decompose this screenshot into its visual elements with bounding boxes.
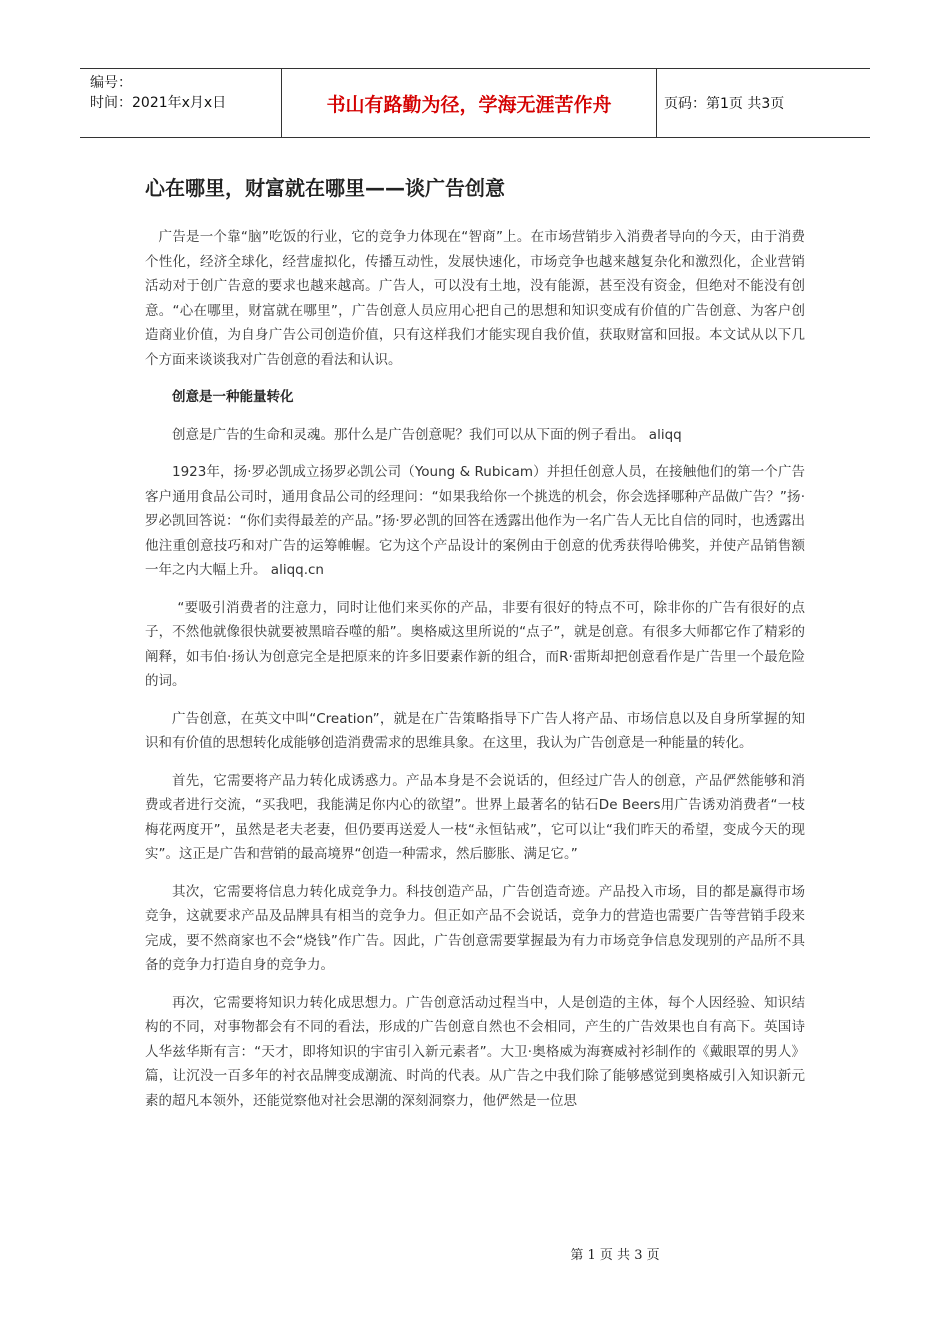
article-body (145, 225, 805, 1126)
article-title: 心在哪里，财富就在哪里——谈广告创意 (145, 176, 505, 200)
section-heading: 创意是一种能量转化 (172, 389, 294, 405)
intro-paragraph: 广告是一个靠“脑”吃饭的行业，它的竞争力体现在“智商”上。在市场营销步入消费者导向的今天，由于消费个性化，经济全球化，经营虚拟化，传播互动性，发展快速化，市场竞争也越来越复杂化和激烈化，企业营销活动对于创广告意的要求也越来越高。广告人，可以没有土地，没有能源，甚至没有资金，但绝对不能没有创意。“心在哪里，财富就在哪里”，广告创意人员应用心把自己的思想和知识变成有价值的广告创意、为客户创造商业价值，为自身广告公司创造价值，只有这样我们才能实现自我价值，获取财富和回报。本文试从以下几个方面来谈谈我对广告创意的看法和认识。 (145, 229, 805, 368)
body-paragraph: 再次，它需要将知识力转化成思想力。广告创意活动过程当中，人是创造的主体，每个人因经验、知识结构的不同，对事物都会有不同的看法，形成的广告创意自然也不会相同，产生的广告效果也自有高下。英国诗人华兹华斯有言：“天才，即将知识的宇宙引入新元素者”。大卫·奥格威为海赛威衬衫制作的《戴眼罩的男人》篇，让沉没一百多年的衬衣品牌变成潮流、时尚的代表。从广告之中我们除了能够感觉到奥格威引入知识新元素的超凡本领外，还能觉察他对社会思潮的深刻洞察力，他俨然是一位思 (145, 994, 805, 1109)
header-divider (656, 69, 657, 137)
body-paragraph: “要吸引消费者的注意力，同时让他们来买你的产品，非要有很好的特点不可，除非你的广告有很好的点子，不然他就像很快就要被黑暗吞噬的船”。奥格威这里所说的“点子”，就是创意。有很多大师都它作了精彩的阐释，如韦伯·扬认为创意完全是把原来的许多旧要素作新的组合，而R·雷斯却把创意看作是广告里一个最危险的词。 (145, 599, 805, 689)
body-paragraph: 首先，它需要将产品力转化成诱惑力。产品本身是不会说话的，但经过广告人的创意，产品俨然能够和消费或者进行交流，“买我吧，我能满足你内心的欲望”。世界上最著名的钻石De Beers用广告诱劝消费者“一枝梅花两度开”，虽然是老夫老妻，但仍要再送爱人一枝“永恒钻戒”，它可以让“我们昨天的希望，变成今天的现实”。这正是广告和营销的最高境界“创造一种需求，然后膨胀、满足它。” (145, 772, 805, 862)
header-meta (90, 73, 280, 113)
body-paragraph: 广告创意，在英文中叫“Creation”，就是在广告策略指导下广告人将产品、市场信息以及自身所掌握的知识和有价值的思想转化成能够创造消费需求的思维具象。在这里，我认为广告创意是一种能量的转化。 (145, 710, 805, 751)
body-paragraph: 创意是广告的生命和灵魂。那什么是广告创意呢？我们可以从下面的例子看出。 aliqq (172, 426, 682, 443)
document-date-label: 时间：2021年x月x日 (90, 95, 227, 111)
page-footer: 第 1 页 共 3 页 (570, 1248, 660, 1263)
document-number-label: 编号： (90, 75, 132, 91)
body-paragraph: 其次，它需要将信息力转化成竞争力。科技创造产品，广告创造奇迹。产品投入市场，目的都是赢得市场竞争，这就要求产品及品牌具有相当的竞争力。但正如产品不会说话，竞争力的营造也需要广告等营销手段来完成，要不然商家也不会“烧钱”作广告。因此，广告创意需要掌握最为有力市场竞争信息发现别的产品所不具备的竞争力打造自身的竞争力。 (145, 883, 805, 973)
body-paragraph: 1923年，扬·罗必凯成立扬罗必凯公司（Young & Rubicam）并担任创意人员，在接触他们的第一个广告客户通用食品公司时，通用食品公司的经理问：“如果我给你一个挑选的机会，你会选择哪种产品做广告？”扬·罗必凯回答说：“你们卖得最差的产品。”扬·罗必凯的回答在透露出他作为一名广告人无比自信的同时，也透露出他注重创意技巧和对广告的运筹帷幄。它为这个产品设计的案例由于创意的优秀获得哈佛奖，并使产品销售额一年之内大幅上升。 aliqq.cn (145, 464, 805, 578)
page-header (80, 68, 870, 138)
header-motto: 书山有路勤为径，学海无涯苦作舟 (326, 93, 612, 116)
header-page-info: 页码：第1页 共3页 (664, 96, 785, 112)
